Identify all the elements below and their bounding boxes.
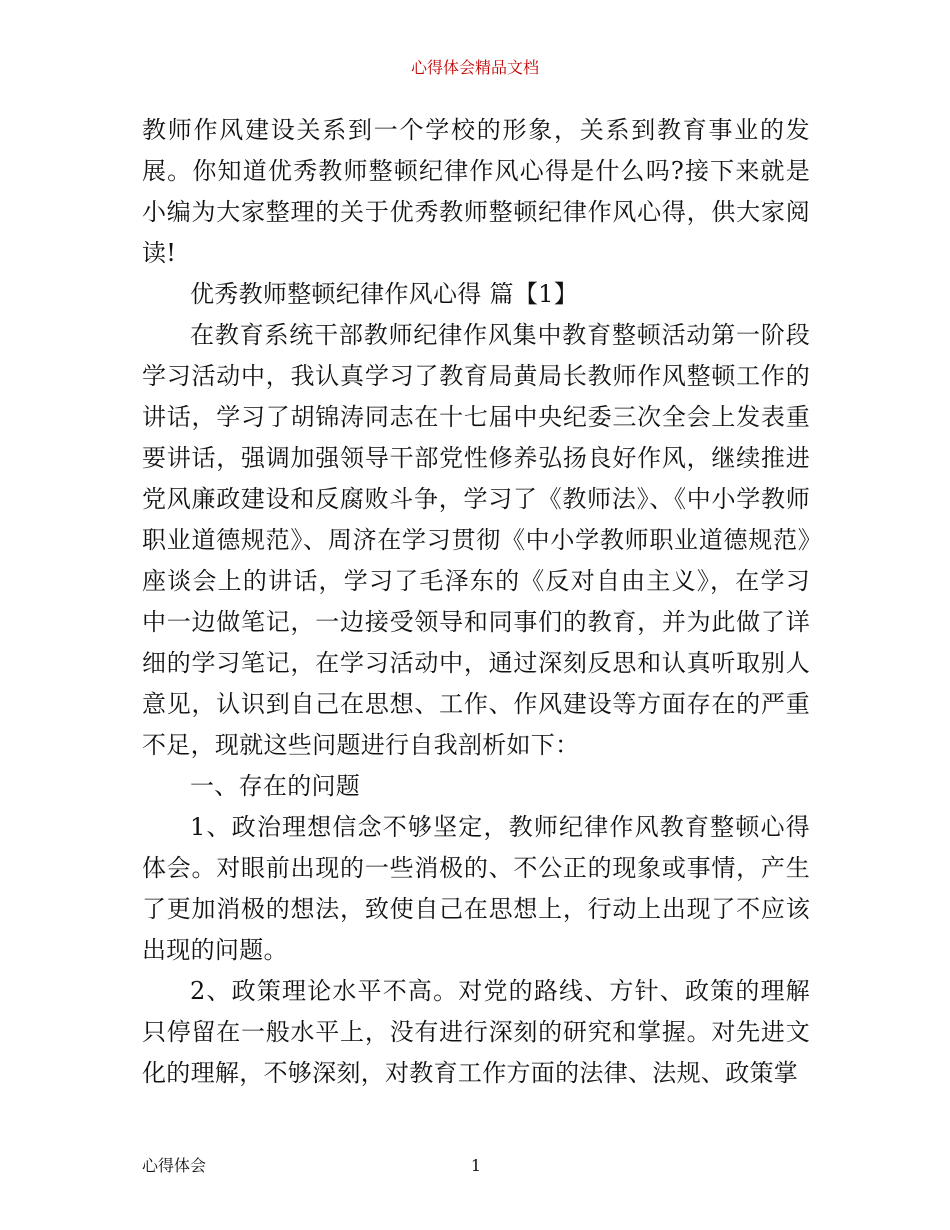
page-number: 1 <box>470 1156 482 1175</box>
footer-label: 心得体会 <box>142 1156 207 1175</box>
intro-paragraph: 教师作风建设关系到一个学校的形象，关系到教育事业的发展。你知道优秀教师整顿纪律作风心得是什么吗?接下来就是小编为大家整理的关于优秀教师整顿纪律作风心得，供大家阅读! <box>142 116 810 267</box>
document-body <box>142 110 810 1094</box>
body-paragraph: 在教育系统干部教师纪律作风集中教育整顿活动第一阶段学习活动中，我认真学习了教育局黄局长教师作风整顿工作的讲话，学习了胡锦涛同志在十七届中央纪委三次全会上发表重要讲话，强调加强领导干部党性修养弘扬良好作风，继续推进党风廉政建设和反腐败斗争，学习了《教师法》、《中小学教师职业道德规范》、周济在学习贯彻《中小学教师职业道德规范》座谈会上的讲话，学习了毛泽东的《反对自由主义》，在学习中一边做笔记，一边接受领导和同事们的教育，并为此做了详细的学习笔记，在学习活动中，通过深刻反思和认真听取别人意见，认识到自己在思想、工作、作风建设等方面存在的严重不足，现就这些问题进行自我剖析如下： <box>142 321 810 759</box>
section-heading: 优秀教师整顿纪律作风心得 篇【1】 <box>190 280 578 308</box>
page-header-title: 心得体会精品文档 <box>410 58 539 77</box>
subsection-heading: 一、存在的问题 <box>190 772 361 800</box>
list-item-paragraph: 2、政策理论水平不高。对党的路线、方针、政策的理解只停留在一般水平上，没有进行深刻的研究和掌握。对先进文化的理解，不够深刻，对教育工作方面的法律、法规、政策掌 <box>142 977 810 1087</box>
list-item-paragraph: 1、政治理想信念不够坚定，教师纪律作风教育整顿心得体会。对眼前出现的一些消极的、不公正的现象或事情，产生了更加消极的想法，致使自己在思想上，行动上出现了不应该出现的问题。 <box>142 813 810 964</box>
